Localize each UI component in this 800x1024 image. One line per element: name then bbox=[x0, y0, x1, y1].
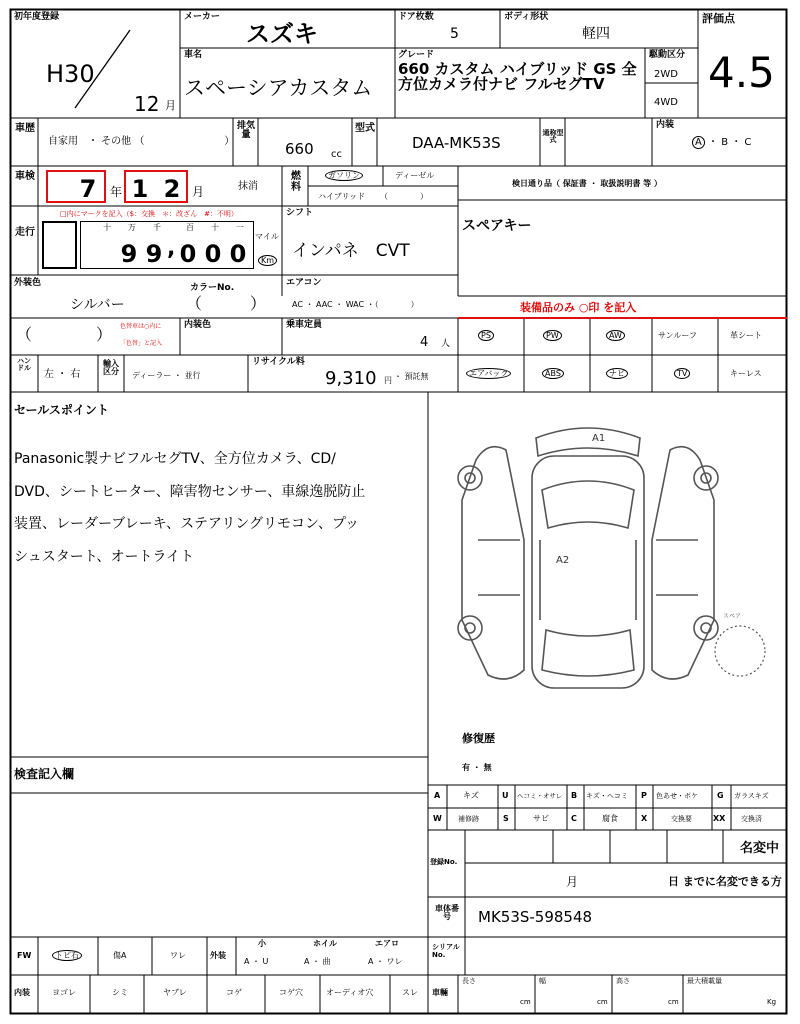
width-unit: cm bbox=[597, 998, 608, 1006]
car-name-label: 車名 bbox=[184, 50, 203, 60]
legend-desc-xx: 交換済 bbox=[741, 815, 762, 823]
mileage-note: □内にマークを記入（$：交換 ＊：改ざん #：不明） bbox=[60, 210, 238, 218]
color-code-value: （ ） bbox=[186, 294, 267, 313]
equip-aw: AW bbox=[606, 332, 625, 340]
bottom-small-value: A ・ U bbox=[244, 957, 269, 966]
first-registration-label: 初年度登録 bbox=[14, 12, 60, 22]
sales-point-text: Panasonic製ナビフルセグTV、全方位カメラ、CD/ DVD、シートヒーター、障害物センサー、車線逸脱防止 装置、レーダーブレーキ、ステアリングリモコン、プッ シュスタート、オートライト bbox=[14, 451, 366, 565]
height-unit: cm bbox=[668, 998, 679, 1006]
rating-label: 評価点 bbox=[702, 12, 735, 25]
legend-code-xx: XX bbox=[713, 814, 726, 823]
interior-burn-hole: コゲ穴 bbox=[279, 988, 303, 997]
interior-dirt: ヨゴレ bbox=[52, 988, 76, 997]
mileage-unit-sen: 千 bbox=[153, 223, 161, 232]
equipment-title: 装備品のみ ○印 を記入 bbox=[520, 301, 637, 314]
equip-ps: PS bbox=[478, 332, 494, 340]
shift-label: シフト bbox=[286, 208, 314, 218]
documents-value: 検日通り品（ 保証書 ・ 取扱説明書 等 ） bbox=[512, 179, 662, 188]
legend-code-b: B bbox=[571, 791, 578, 800]
interior-color-note-1: 色替車は○内に bbox=[120, 323, 162, 330]
equip-tv: TV bbox=[674, 370, 690, 378]
fw-crack: ワレ bbox=[170, 951, 186, 960]
recycle-value: 9,310 bbox=[325, 368, 377, 389]
bottom-interior-label: 内装 bbox=[14, 988, 30, 997]
inspection-notes-title: 検査記入欄 bbox=[14, 767, 75, 781]
registration-month: 月 bbox=[566, 875, 579, 889]
equip-navi: ナビ bbox=[606, 370, 628, 378]
shift-value: インパネ CVT bbox=[292, 241, 410, 261]
max-load-unit: Kg bbox=[767, 998, 777, 1006]
bottom-wheel-label: ホイル bbox=[313, 939, 337, 948]
bottom-small-label: 小 bbox=[258, 939, 266, 948]
legend-desc-a: キズ bbox=[463, 791, 479, 800]
fuel-gasoline: ガソリン bbox=[325, 172, 363, 180]
import-label: 輸入区分 bbox=[103, 359, 119, 377]
rating-value: 4.5 bbox=[708, 48, 775, 97]
drive-label: 駆動区分 bbox=[649, 50, 686, 60]
body-value: 軽四 bbox=[582, 26, 610, 42]
exterior-color-value: シルバー bbox=[70, 297, 125, 313]
handle-value: 左 ・ 右 bbox=[44, 369, 81, 380]
inspection-label: 車検 bbox=[15, 171, 35, 182]
legend-desc-g: ガラスキズ bbox=[734, 792, 769, 800]
name-change-label: 名変中 bbox=[740, 841, 780, 856]
fuel-diesel: ディーゼル bbox=[395, 171, 435, 180]
serial-label: シリアルNo. bbox=[432, 943, 460, 959]
maker-value: スズキ bbox=[246, 20, 318, 48]
legend-code-u: U bbox=[502, 791, 509, 800]
aircon-label: エアコン bbox=[286, 278, 322, 288]
chassis-label: 車体番号 bbox=[435, 904, 459, 922]
color-code-label: カラーNo. bbox=[190, 283, 235, 293]
damage-a2: A2 bbox=[556, 555, 570, 566]
interior-wear: スレ bbox=[402, 988, 418, 997]
fuel-hybrid: ハイブリッド bbox=[318, 192, 366, 201]
inspection-month-d1: 1 bbox=[131, 175, 149, 203]
inspection-year: 7 bbox=[79, 175, 97, 203]
equip-keyless: キーレス bbox=[730, 369, 762, 378]
legend-desc-w: 補修跡 bbox=[458, 815, 479, 823]
bottom-exterior-label: 外装 bbox=[210, 951, 226, 960]
seats-unit: 人 bbox=[441, 339, 451, 349]
mileage-comma: , bbox=[167, 236, 176, 261]
mileage-label: 走行 bbox=[15, 227, 35, 238]
sales-point-title: セールスポイント bbox=[14, 403, 109, 417]
interior-stain: シミ bbox=[112, 988, 128, 997]
repair-history-value: 有 ・ 無 bbox=[462, 763, 492, 772]
fuel-other: （ ） bbox=[380, 192, 428, 201]
damage-a1: A1 bbox=[592, 433, 606, 444]
equip-leather: 革シート bbox=[730, 331, 762, 340]
usage-label: 車歴 bbox=[15, 123, 35, 134]
legend-desc-u: ヘコミ・オサレ bbox=[517, 792, 563, 800]
interior-grade-value: A ・ B ・ C bbox=[692, 138, 751, 148]
doors-value: 5 bbox=[450, 26, 459, 42]
interior-color-paren: （ ） bbox=[16, 325, 113, 344]
equip-sunroof: サンルーフ bbox=[658, 331, 697, 340]
spare-tire-icon bbox=[712, 623, 768, 679]
interior-color-note-2: 「色替」と記入 bbox=[120, 340, 163, 347]
mileage-digit-3: 0 bbox=[179, 240, 197, 268]
chassis-value: MK53S-598548 bbox=[478, 908, 593, 926]
bottom-wheel-value: A ・ 曲 bbox=[304, 957, 331, 966]
model-value: DAA-MK53S bbox=[412, 134, 501, 152]
inspection-cancel: 抹消 bbox=[238, 181, 258, 192]
displacement-unit: cc bbox=[331, 149, 342, 160]
interior-grade-label: 内装 bbox=[656, 120, 675, 130]
registration-label: 登録No. bbox=[430, 858, 458, 866]
legend-code-a: A bbox=[434, 791, 441, 800]
fw-scratch: 傷A bbox=[113, 951, 127, 960]
common-model-label: 通称型式 bbox=[542, 129, 564, 145]
legend-desc-s: サビ bbox=[533, 814, 549, 823]
dimensions-label: 車輛 bbox=[432, 988, 448, 997]
legend-code-s: S bbox=[503, 814, 509, 823]
mileage-unit-10man: 十 bbox=[103, 223, 111, 232]
maker-label: メーカー bbox=[184, 12, 220, 22]
max-load-label: 最大積載量 bbox=[687, 977, 722, 985]
mileage-mile: マイル bbox=[255, 232, 279, 241]
grade-value: 660 カスタム ハイブリッド GS 全方位カメラ付ナビ フルセグTV bbox=[398, 60, 637, 94]
repair-history-label: 修復歴 bbox=[462, 732, 495, 745]
mileage-unit-man: 万 bbox=[128, 223, 136, 232]
legend-code-p: P bbox=[641, 791, 647, 800]
mileage-digit-2: 9 bbox=[145, 240, 163, 268]
drive-4wd: 4WD bbox=[654, 97, 678, 108]
length-unit: cm bbox=[520, 998, 531, 1006]
recycle-unit: 円 bbox=[384, 376, 392, 385]
bottom-aero-label: エアロ bbox=[375, 939, 399, 948]
model-label: 型式 bbox=[355, 123, 375, 134]
drive-2wd: 2WD bbox=[654, 69, 678, 80]
recycle-label: リサイクル料 bbox=[252, 357, 305, 367]
inspection-month-d2: 2 bbox=[163, 175, 181, 203]
interior-color-label: 内装色 bbox=[184, 320, 212, 330]
grade-label: グレード bbox=[398, 50, 435, 60]
body-label: ボディ形状 bbox=[504, 12, 549, 22]
handle-label: ハンドル bbox=[17, 357, 31, 373]
exterior-color-label: 外装色 bbox=[14, 278, 42, 288]
legend-code-c: C bbox=[571, 814, 577, 823]
recycle-deposit: ・ 預託無 bbox=[394, 372, 429, 381]
equip-pw: PW bbox=[543, 332, 562, 340]
mileage-digit-4: 0 bbox=[204, 240, 222, 268]
fw-label: FW bbox=[17, 951, 32, 960]
usage-value: 自家用 ・ その他 （ ） bbox=[48, 136, 235, 147]
legend-code-w: W bbox=[433, 814, 442, 823]
mileage-digit-5: 0 bbox=[229, 240, 247, 268]
aircon-value: AC ・ AAC ・ WAC ・（ ） bbox=[292, 300, 419, 309]
import-value: ディーラー ・ 並行 bbox=[132, 371, 201, 380]
height-label: 高さ bbox=[616, 977, 630, 985]
first-registration-month: 12 bbox=[134, 92, 160, 116]
notes-value: スペアキー bbox=[462, 218, 532, 234]
first-registration-month-unit: 月 bbox=[165, 99, 176, 112]
equip-airbag: エアバック bbox=[466, 370, 511, 378]
spare-label: スペア bbox=[723, 613, 742, 620]
inspection-month-unit: 月 bbox=[192, 185, 205, 199]
displacement-value: 660 bbox=[285, 140, 314, 158]
doors-label: ドア枚数 bbox=[398, 12, 434, 22]
bottom-aero-value: A ・ ワレ bbox=[368, 957, 403, 966]
seats-label: 乗車定員 bbox=[286, 320, 323, 330]
first-registration-year: H30 bbox=[46, 60, 95, 88]
car-name-value: スペーシアカスタム bbox=[184, 76, 373, 100]
legend-code-g: G bbox=[717, 791, 724, 800]
mileage-unit-juu: 十 bbox=[211, 223, 219, 232]
car-diagram bbox=[448, 420, 728, 710]
legend-desc-b: キズ・ヘコミ bbox=[586, 792, 628, 800]
length-label: 長さ bbox=[462, 977, 476, 985]
displacement-label: 排気量 bbox=[236, 121, 255, 141]
legend-desc-c: 腐食 bbox=[602, 814, 618, 823]
interior-burn: コゲ bbox=[226, 988, 242, 997]
fw-chip: トビ石 bbox=[52, 952, 82, 960]
mileage-digit-1: 9 bbox=[120, 240, 138, 268]
registration-deadline: 日 までに名変できる方 bbox=[668, 875, 782, 888]
width-label: 幅 bbox=[539, 977, 546, 985]
legend-desc-p: 色あせ・ボケ bbox=[656, 792, 698, 800]
fuel-label: 燃料 bbox=[291, 171, 301, 193]
interior-audio-hole: オーディオ穴 bbox=[326, 988, 374, 997]
legend-desc-x: 交換要 bbox=[671, 815, 692, 823]
mileage-km: Km bbox=[258, 257, 277, 265]
mileage-unit-hyaku: 百 bbox=[186, 223, 194, 232]
interior-tear: ヤブレ bbox=[163, 988, 187, 997]
legend-code-x: X bbox=[641, 814, 648, 823]
mileage-mark-box bbox=[42, 221, 77, 269]
mileage-unit-ichi: 一 bbox=[236, 223, 244, 232]
seats-value: 4 bbox=[420, 335, 429, 350]
equip-abs: ABS bbox=[542, 370, 564, 378]
inspection-year-unit: 年 bbox=[110, 185, 123, 199]
